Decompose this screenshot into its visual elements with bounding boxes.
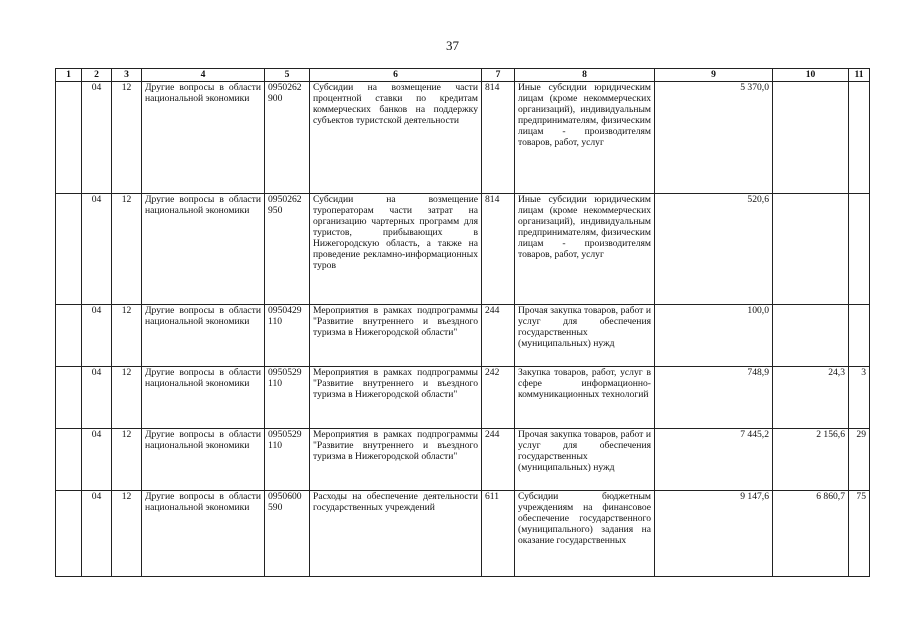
cell-target-code: 0950529110: [265, 367, 310, 429]
cell-expense-code: 242: [482, 367, 515, 429]
column-number: 6: [310, 69, 482, 82]
cell-target-name: Мероприятия в рамках подпрограммы "Развитие внутреннего и въездного туризма в Нижегородской области": [310, 429, 482, 491]
table-row: [56, 82, 870, 194]
cell-target-code: 0950262950: [265, 194, 310, 305]
cell-expense-code: 244: [482, 305, 515, 367]
cell-amount: 5 370,0: [655, 82, 773, 194]
cell-section: 04: [82, 305, 112, 367]
cell-section-name: Другие вопросы в области национальной экономики: [142, 429, 265, 491]
budget-table: [55, 68, 870, 577]
cell-percent: 3: [849, 367, 870, 429]
cell-section-name: Другие вопросы в области национальной экономики: [142, 194, 265, 305]
column-number: 8: [515, 69, 655, 82]
cell-amount: 7 445,2: [655, 429, 773, 491]
column-number: 9: [655, 69, 773, 82]
cell-section: 04: [82, 367, 112, 429]
cell-section: 04: [82, 194, 112, 305]
cell-col1: [56, 491, 82, 577]
table-row: [56, 491, 870, 577]
cell-amount: 748,9: [655, 367, 773, 429]
cell-target-name: Субсидии на возмещение туроператорам части затрат на организацию чартерных программ для туристов, прибывающих в Нижегородскую область, а также на проведение рекламно-информационных туров: [310, 194, 482, 305]
cell-target-code: 0950262900: [265, 82, 310, 194]
column-number: 4: [142, 69, 265, 82]
cell-section: 04: [82, 429, 112, 491]
cell-amount-executed: [773, 82, 849, 194]
table-row: [56, 194, 870, 305]
column-number: 10: [773, 69, 849, 82]
column-number: 5: [265, 69, 310, 82]
column-number: 3: [112, 69, 142, 82]
cell-expense-name: Прочая закупка товаров, работ и услуг для обеспечения государственных (муниципальных) нужд: [515, 429, 655, 491]
cell-subsection: 12: [112, 491, 142, 577]
cell-amount-executed: 24,3: [773, 367, 849, 429]
cell-section: 04: [82, 491, 112, 577]
cell-subsection: 12: [112, 429, 142, 491]
cell-amount-executed: 2 156,6: [773, 429, 849, 491]
cell-expense-code: 814: [482, 194, 515, 305]
cell-target-name: Мероприятия в рамках подпрограммы "Развитие внутреннего и въездного туризма в Нижегородской области": [310, 367, 482, 429]
cell-subsection: 12: [112, 305, 142, 367]
cell-col1: [56, 429, 82, 491]
cell-col1: [56, 305, 82, 367]
cell-percent: [849, 194, 870, 305]
cell-percent: 75: [849, 491, 870, 577]
table-row: [56, 367, 870, 429]
cell-amount-executed: [773, 194, 849, 305]
column-number-row: [56, 69, 870, 82]
cell-target-code: 0950600590: [265, 491, 310, 577]
cell-percent: [849, 82, 870, 194]
column-number: 1: [56, 69, 82, 82]
cell-section-name: Другие вопросы в области национальной экономики: [142, 305, 265, 367]
cell-amount-executed: [773, 305, 849, 367]
cell-target-code: 0950429110: [265, 305, 310, 367]
cell-section-name: Другие вопросы в области национальной экономики: [142, 82, 265, 194]
cell-subsection: 12: [112, 82, 142, 194]
cell-target-name: Мероприятия в рамках подпрограммы "Развитие внутреннего и въездного туризма в Нижегородской области": [310, 305, 482, 367]
cell-section: 04: [82, 82, 112, 194]
cell-expense-name: Иные субсидии юридическим лицам (кроме некоммерческих организаций), индивидуальным предпринимателям, физическим лицам - производителям товаров, работ, услуг: [515, 82, 655, 194]
cell-target-name: Субсидии на возмещение части процентной ставки по кредитам коммерческих банков на поддержку субъектов туристской деятельности: [310, 82, 482, 194]
cell-percent: [849, 305, 870, 367]
cell-section-name: Другие вопросы в области национальной экономики: [142, 491, 265, 577]
cell-amount-executed: 6 860,7: [773, 491, 849, 577]
cell-expense-name: Прочая закупка товаров, работ и услуг для обеспечения государственных (муниципальных) нужд: [515, 305, 655, 367]
cell-amount: 9 147,6: [655, 491, 773, 577]
cell-col1: [56, 367, 82, 429]
cell-percent: 29: [849, 429, 870, 491]
cell-expense-code: 244: [482, 429, 515, 491]
cell-subsection: 12: [112, 367, 142, 429]
cell-col1: [56, 194, 82, 305]
cell-amount: 520,6: [655, 194, 773, 305]
table-row: [56, 429, 870, 491]
cell-amount: 100,0: [655, 305, 773, 367]
cell-target-name: Расходы на обеспечение деятельности государственных учреждений: [310, 491, 482, 577]
column-number: 11: [849, 69, 870, 82]
table-row: [56, 305, 870, 367]
cell-expense-name: Иные субсидии юридическим лицам (кроме некоммерческих организаций), индивидуальным предпринимателям, физическим лицам - производителям товаров, работ, услуг: [515, 194, 655, 305]
column-number: 2: [82, 69, 112, 82]
cell-section-name: Другие вопросы в области национальной экономики: [142, 367, 265, 429]
page-number: 37: [446, 38, 459, 53]
cell-subsection: 12: [112, 194, 142, 305]
cell-col1: [56, 82, 82, 194]
cell-expense-code: 814: [482, 82, 515, 194]
cell-expense-name: Закупка товаров, работ, услуг в сфере информационно-коммуникационных технологий: [515, 367, 655, 429]
column-number: 7: [482, 69, 515, 82]
cell-target-code: 0950529110: [265, 429, 310, 491]
cell-expense-name: Субсидии бюджетным учреждениям на финансовое обеспечение государственного (муниципального) задания на оказание государственных: [515, 491, 655, 577]
cell-expense-code: 611: [482, 491, 515, 577]
